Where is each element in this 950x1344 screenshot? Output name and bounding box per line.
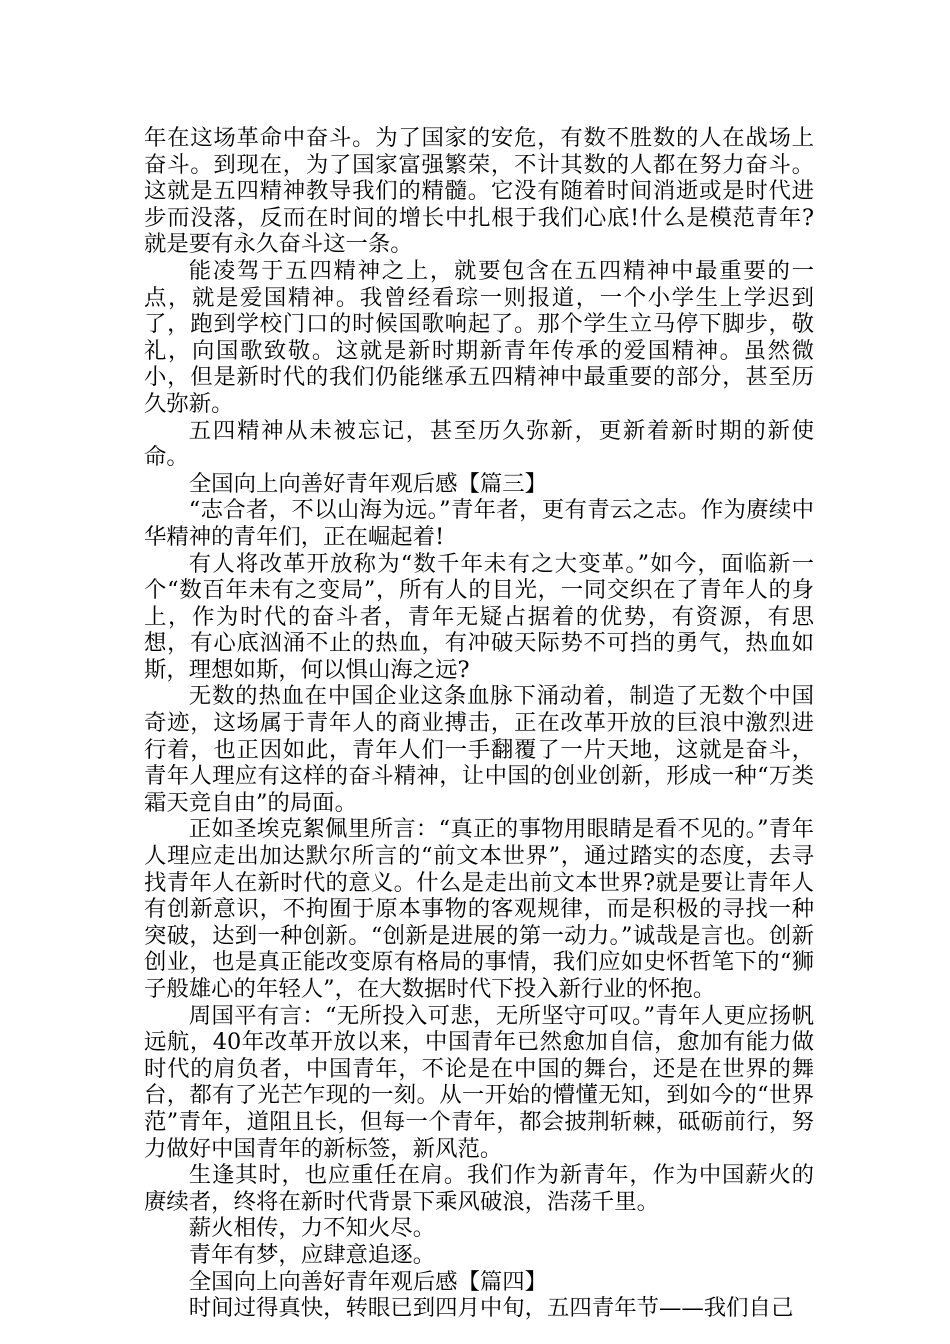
paragraph: 正如圣埃克絮佩里所言：“真正的事物用眼睛是看不见的。”青年人理应走出加达默尔所言的“前文本世界”，通过踏实的态度，去寻找青年人在新时代的意义。什么是走出前文本世界?就是要让青年人有创新意识，不拘囿于原本事物的客观规律，而是积极的寻找一种突破，达到一种创新。“创新是进展的第一动力。”诚哉是言也。创新创业，也是真正能改变原有格局的事情，我们应如史怀哲笔下的“狮子般雄心的年轻人”，在大数据时代下投入新行业的怀抱。 xyxy=(144,816,814,1002)
paragraph: 时间过得真快，转眼已到四月中旬，五四青年节——我们自己 xyxy=(188,1295,794,1322)
paragraph: 无数的热血在中国企业这条血脉下涌动着，制造了无数个中国奇迹，这场属于青年人的商业搏击，正在改革开放的巨浪中激烈进行着，也正因如此，青年人们一手翻覆了一片天地，这就是奋斗，青年人理应有这样的奋斗精神，让中国的创业创新，形成一种“万类霜天竞自由”的局面。 xyxy=(144,683,814,816)
paragraph: 青年有梦，应肆意追逐。 xyxy=(188,1241,436,1268)
section-heading: 全国向上向善好青年观后感【篇三】 xyxy=(188,470,548,497)
paragraph: 薪火相传，力不知火尽。 xyxy=(188,1215,436,1242)
paragraph: 周国平有言：“无所投入可悲，无所坚守可叹。”青年人更应扬帆远航，40年改革开放以来，中国青年已然愈加自信，愈加有能力做时代的肩负者，中国青年，不论是在中国的舞台，还是在世界的舞台，都有了光芒乍现的一刻。从一开始的懵懂无知，到如今的“世界范”青年，道阻且长，但每一个青年，都会披荆斩棘，砥砺前行，努力做好中国青年的新标签，新风范。 xyxy=(144,1002,814,1162)
document-body xyxy=(144,125,814,1322)
paragraph: “志合者，不以山海为远。”青年者，更有青云之志。作为赓续中华精神的青年们，正在崛起着! xyxy=(144,497,814,550)
paragraph: 有人将改革开放称为“数千年未有之大变革。”如今，面临新一个“数百年未有之变局”，所有人的目光，一同交织在了青年人的身上，作为时代的奋斗者，青年无疑占据着的优势，有资源，有思想，有心底汹涌不止的热血，有冲破天际势不可挡的勇气，热血如斯，理想如斯，何以惧山海之远? xyxy=(144,550,814,683)
paragraph: 生逢其时，也应重任在肩。我们作为新青年，作为中国薪火的赓续者，终将在新时代背景下乘风破浪，浩荡千里。 xyxy=(144,1162,814,1215)
paragraph: 能凌驾于五四精神之上，就要包含在五四精神中最重要的一点，就是爱国精神。我曾经看琮一则报道，一个小学生上学迟到了，跑到学校门口的时候国歌响起了。那个学生立马停下脚步，敬礼，向国歌致敬。这就是新时期新青年传承的爱国精神。虽然微小，但是新时代的我们仍能继承五四精神中最重要的部分，甚至历久弥新。 xyxy=(144,257,814,417)
paragraph-continued: 年在这场革命中奋斗。为了国家的安危，有数不胜数的人在战场上奋斗。到现在，为了国家富强繁荣，不计其数的人都在努力奋斗。这就是五四精神教导我们的精髓。它没有随着时间消逝或是时代进步而没落，反而在时间的增长中扎根于我们心底!什么是模范青年?就是要有永久奋斗这一条。 xyxy=(144,125,814,258)
paragraph: 五四精神从未被忘记，甚至历久弥新，更新着新时期的新使命。 xyxy=(144,417,814,471)
section-heading: 全国向上向善好青年观后感【篇四】 xyxy=(188,1268,548,1295)
